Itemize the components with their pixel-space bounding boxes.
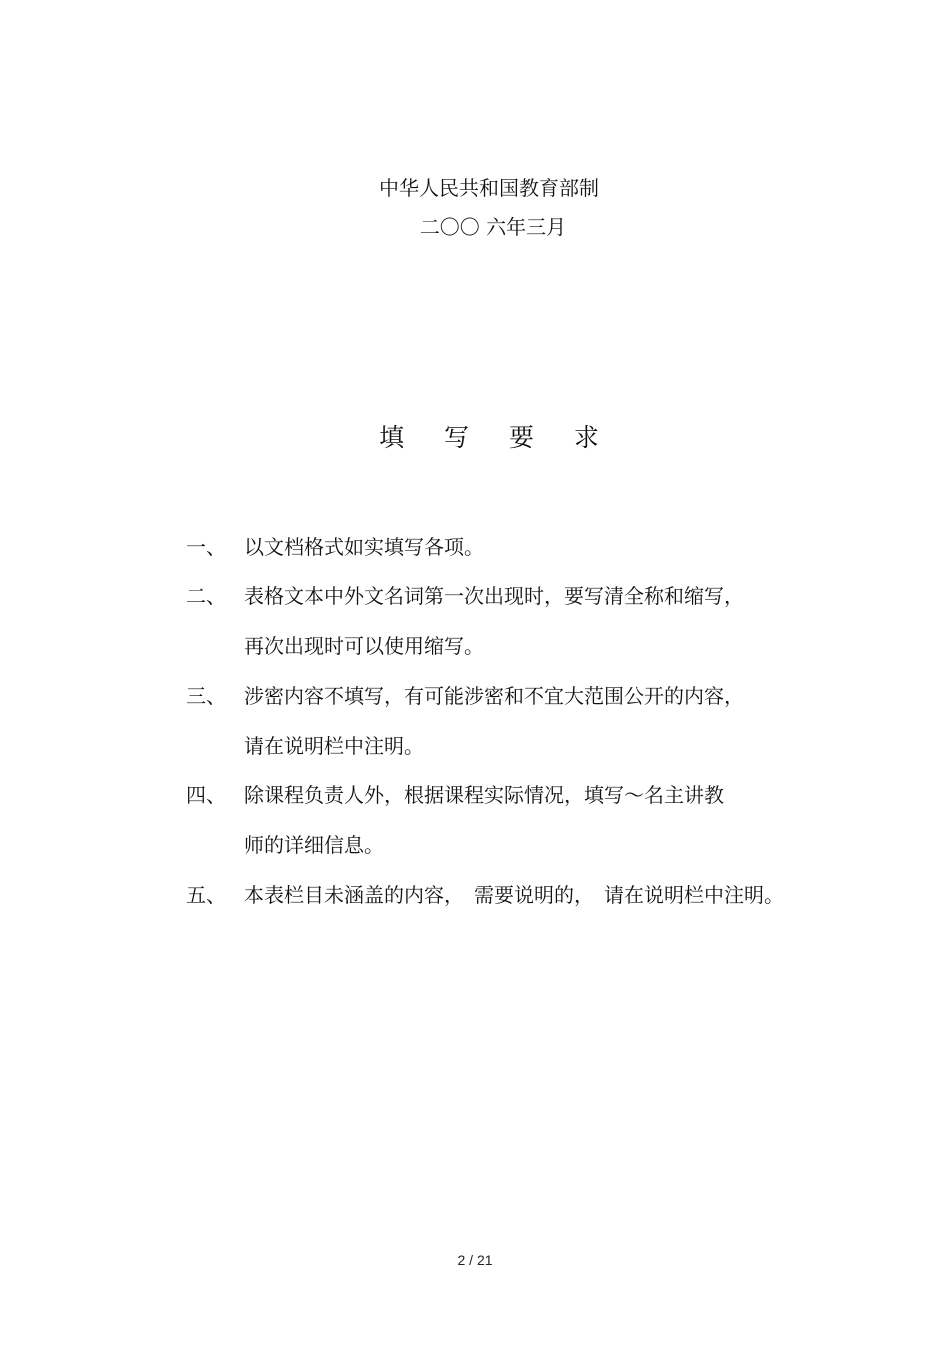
requirement-text: 表格文本中外文名词第一次出现时，要写清全称和缩写， (244, 584, 744, 608)
requirement-text-continued: 再次出现时可以使用缩写。 (244, 634, 484, 658)
requirement-number: 五、 (186, 883, 226, 907)
date-line: 二〇〇 六年三月 (419, 215, 567, 239)
requirements-title: 填 写 要 求 (379, 423, 615, 452)
page-indicator: 2 / 21 (457, 1252, 493, 1268)
requirement-number: 三、 (186, 684, 226, 708)
requirement-number: 四、 (186, 783, 226, 807)
requirement-text: 本表栏目未涵盖的内容， 需要说明的， 请在说明栏中注明。 (244, 883, 784, 907)
issuer-line: 中华人民共和国教育部制 (379, 176, 599, 200)
requirement-text: 以文档格式如实填写各项。 (244, 535, 484, 559)
requirement-number: 一、 (186, 535, 226, 559)
requirement-text-continued: 师的详细信息。 (244, 833, 384, 857)
requirement-text: 涉密内容不填写，有可能涉密和不宜大范围公开的内容， (244, 684, 744, 708)
requirement-text-continued: 请在说明栏中注明。 (244, 734, 424, 758)
requirement-text: 除课程负责人外，根据课程实际情况，填写～名主讲教 (244, 783, 724, 807)
requirement-number: 二、 (186, 584, 226, 608)
